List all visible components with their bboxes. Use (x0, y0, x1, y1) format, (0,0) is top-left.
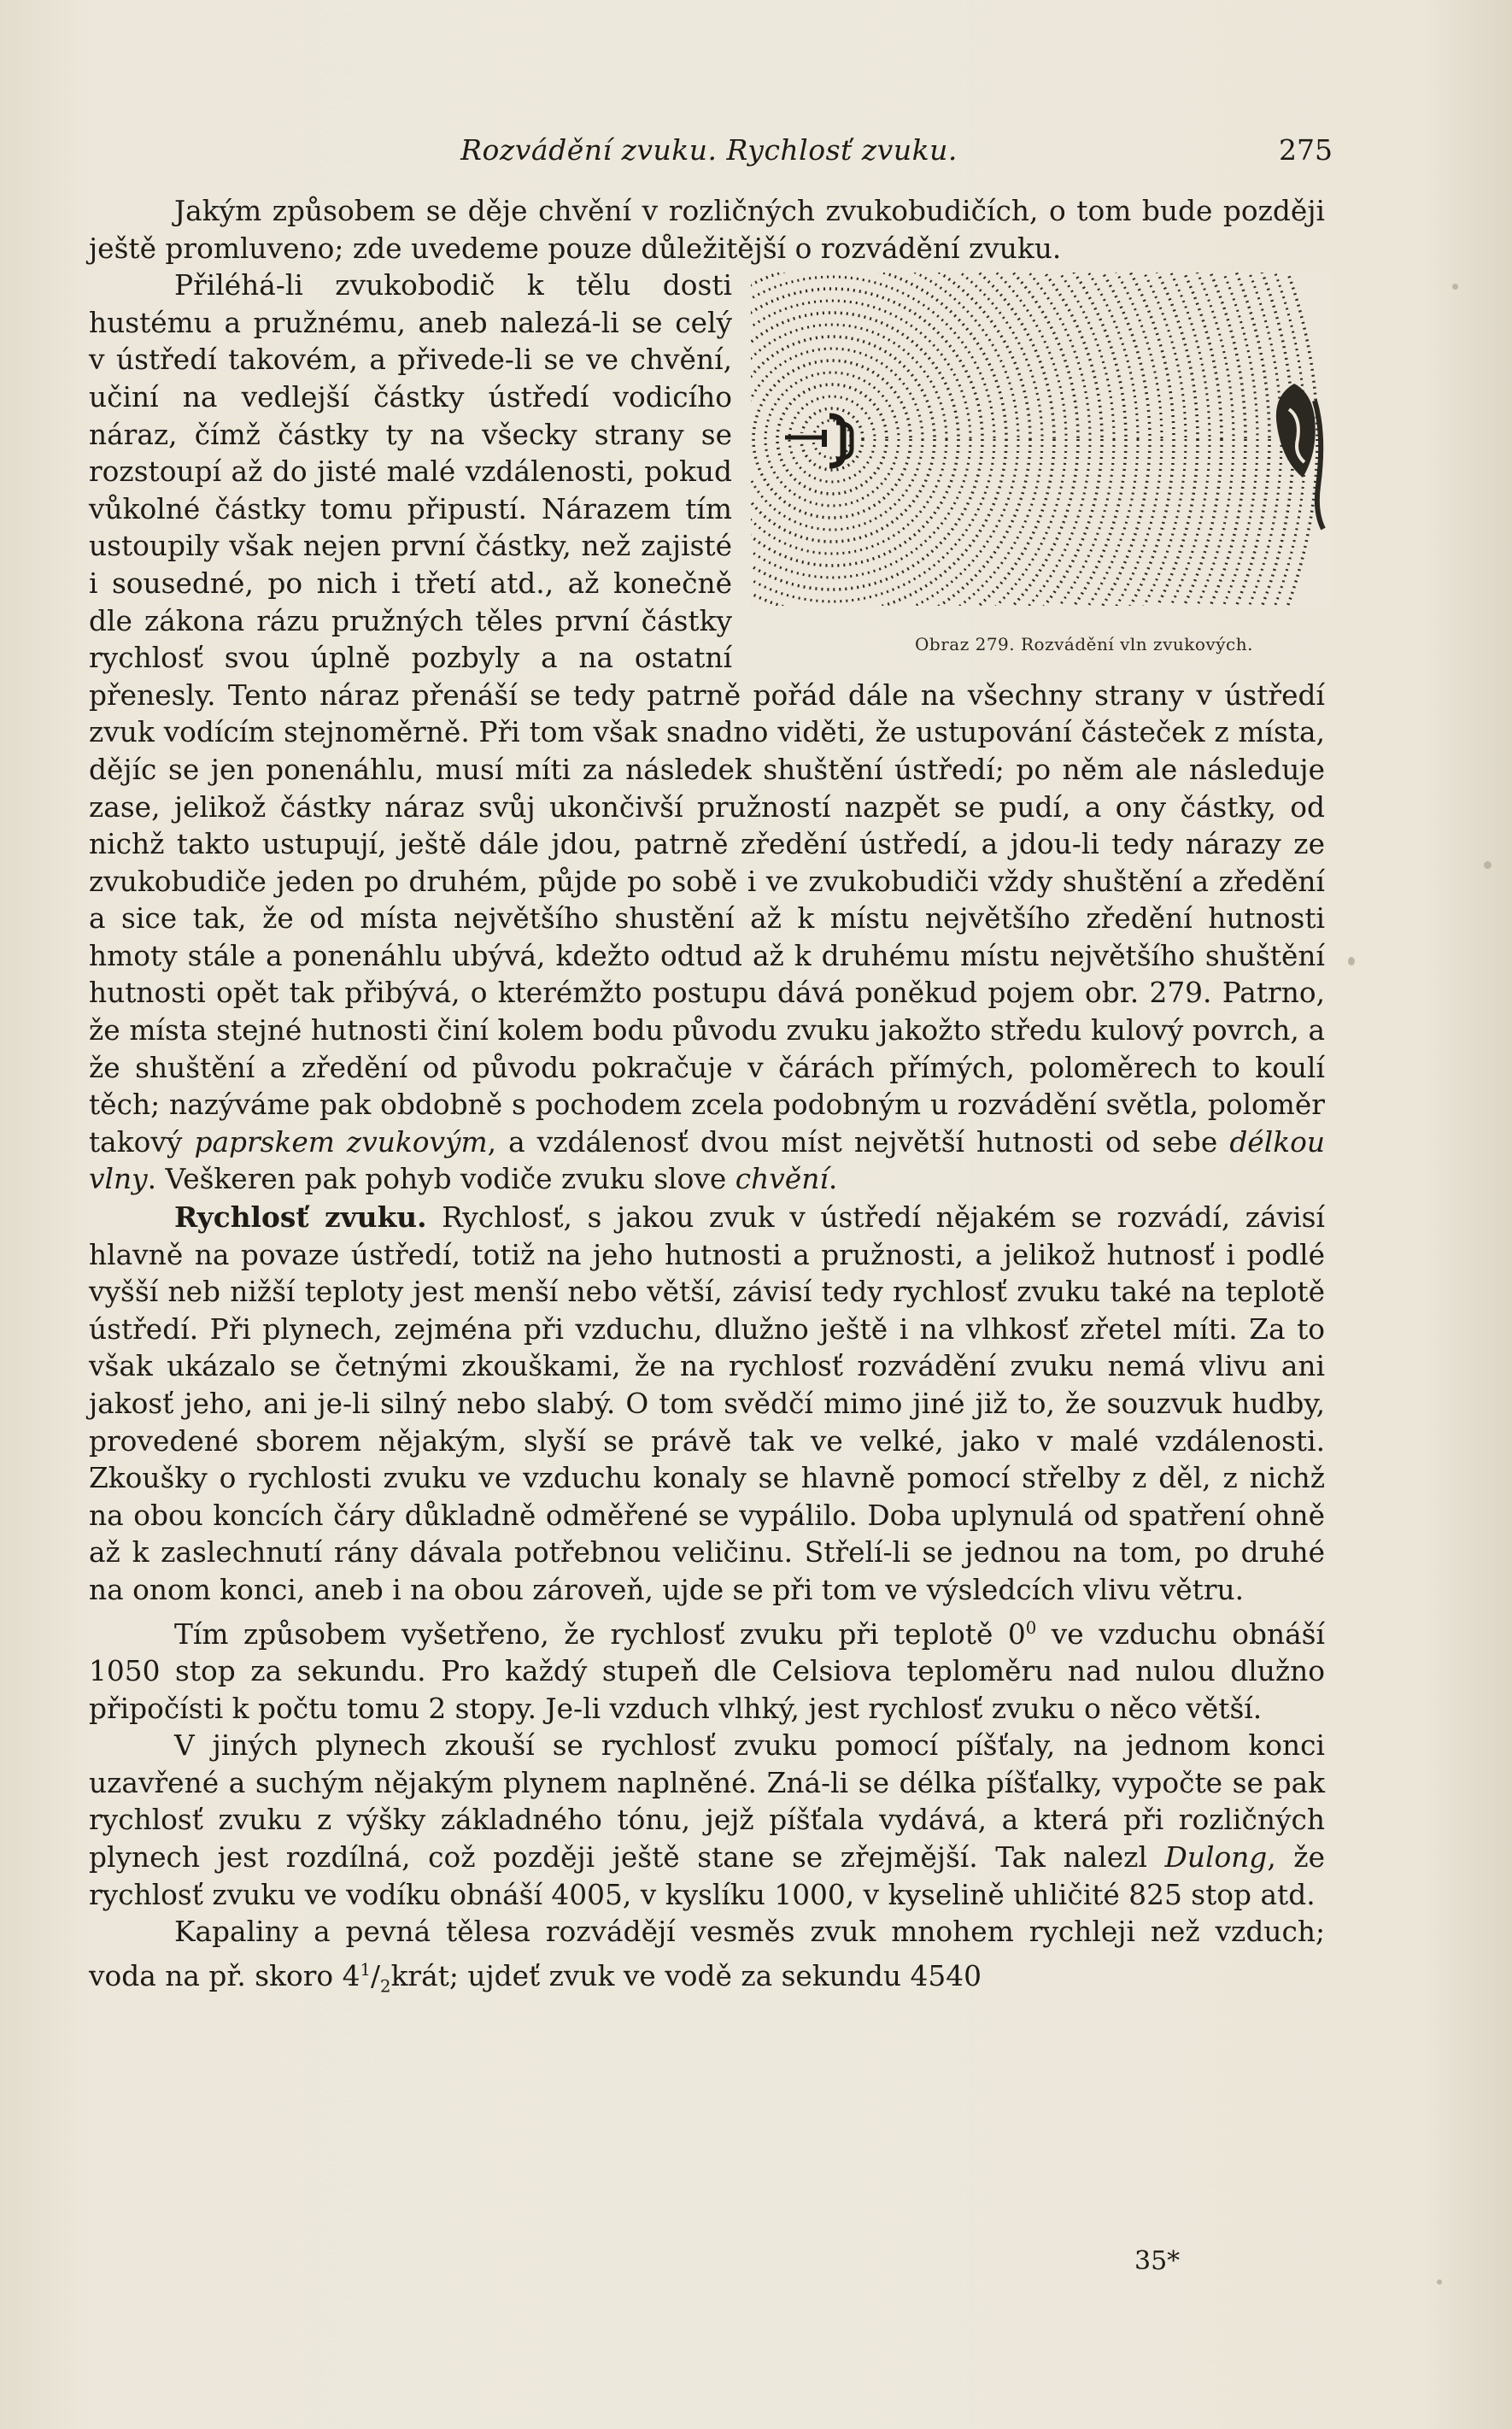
paper-speck (1452, 284, 1458, 290)
text-body (89, 193, 1325, 2005)
paragraph-text: Tím způsobem vyšetřeno, že rychlosť zvuku při teplotě 0 (174, 1617, 1026, 1651)
paragraph-text: V jiných plynech zkouší se rychlosť zvuku pomocí píšťaly, na jednom konci uzavřené a suchým nějakým plynem naplněné. Zná-li se délka píšťalky, vypočte se pak rychlosť zvuku z výšky základného tónu, jejž píšťala vydává, a která při rozličných plynech jest rozdílná, což později ještě stane se zřejmější. Tak nalezl (89, 1729, 1325, 1875)
paragraph: Kapaliny a pevná tělesa rozvádějí vesměs zvuk mnohem rychleji než vzduch; voda na př. skoro $4^1/_2krát$; ujdeť zvuk ve vodě za sekundu 4540 (89, 1916, 1325, 1997)
term-wavelength: délkou vlny (89, 1125, 1325, 1196)
paper-speck (1484, 861, 1491, 869)
section-heading-speed-of-sound: Rychlosť zvuku. (174, 1200, 427, 1235)
signature-mark: 35* (1134, 2246, 1181, 2276)
paragraph-text: . (828, 1163, 838, 1196)
paragraph (89, 1728, 1325, 1914)
paragraph-text: krát; ujdeť zvuk ve vodě za sekundu 4540 (390, 1959, 982, 1992)
author-dulong: Dulong (1164, 1841, 1268, 1875)
term-sound-ray: paprskem zvukovým (194, 1125, 488, 1159)
term-vibration: chvění (735, 1163, 829, 1196)
paragraph-text: . Veškeren pak pohyb vodiče zvuku slove (147, 1163, 727, 1196)
paragraph-text: , že rychlosť zvuku ve vodíku obnáší 4005, v kyslíku 1000, v kyselině uhličité 825 stop atd. (89, 1841, 1325, 1911)
page-number: 275 (1279, 133, 1333, 167)
paragraph: Jakým způsobem se děje chvění v rozličných zvukobudičích, o tom bude později ještě promluveno; zde uvedeme pouze důležitější o rozvádění zvuku. (89, 195, 1325, 265)
paper-speck (1437, 2279, 1442, 2285)
paragraph-text: , a vzdálenosť dvou míst největší hutnosti od sebe (487, 1125, 1218, 1159)
figure-caption: Obraz 279. Rozvádění vln zvukových. (915, 634, 1253, 655)
running-title: Rozvádění zvuku. Rychlosť zvuku. (460, 133, 958, 167)
fraction-denominator: 2 (380, 1976, 391, 1997)
degree-superscript: 0 (1025, 1617, 1037, 1638)
paragraph-text: Přiléhá-li zvukobodič k tělu dosti hustému a pružnému, aneb nalezá-li se celý v ústředí takovém, a přivede-li se ve chvění, učiní na vedlejší částky ústředí vodicího náraz, čímž částky ty na všecky strany se rozstoupí až do jisté malé vzdálenosti, pokud vůkolné částky tomu připustí. Nárazem tím ustoupily však nejen první částky, než zajisté i sousedné, po nich i třetí atd., až konečně dle zákona rázu pružných těles první částky rychlosť svou úplně pozbyly a na ostatní přenesly. Tento náraz přenáší se tedy patrně pořád dále na všechny strany v ústředí zvuk vodícím stejnoměrně. Při tom však snadno viděti, že ustupování částeček z místa, dějíc se jen ponenáhlu, musí míti za následek shuštění ústředí; po něm ale následuje zase, jelikož částky náraz svůj ukončivší pružností nazpět se pudí, a ony částky, od nichž takto ustupují, ještě dále jdou, patrně zředění ústředí, a jdou-li tedy nárazy ze zvukobudiče jeden po druhém, půjde po sobě i ve zvukobudiči vždy shuštění a zředění a sice tak, že od místa největšího shustění až k místu největšího zředění hutnosti hmoty stále a ponenáhlu ubývá, kdežto odtud až k druhému místu největšího shuštění hutnosti opět tak přibývá, o kterémžto postupu dává poněkud pojem obr. 279. Patrno, že místa stejné hutnosti činí kolem bodu původu zvuku jakožto středu kulový povrch, a že shuštění a zředění od původu pokračuje v čárách přímých, poloměrech to koulí těch; nazýváme pak obdobně s pochodem zcela podobným u rozvádění světla, poloměr takový (89, 269, 1325, 1159)
paper-speck (1348, 957, 1355, 965)
sound-wave-illustration (751, 273, 1332, 606)
paragraph-speed-of-sound: Rychlosť zvuku. Rychlosť, s jakou zvuk v ústředí nějakém se rozvádí, závisí hlavně na povaze ústředí, totiž na jeho hutnosti a pružnosti, a jelikož hutnosť i podlé vyšší neb nižší teploty jest menší nebo větší, závisí tedy rychlosť zvuku také na teplotě ústředí. Při plynech, zejména při vzduchu, dlužno ještě i na vlhkosť zřetel míti. Za to však ukázalo se četnými zkouškami, že na rychlosť rozvádění zvuku nemá vlivu ani jakosť jeho, ani je-li silný nebo slabý. O tom svědčí mimo jiné již to, že souzvuk hudby, provedené sborem nějakým, slyší se právě tak ve velké, jako v malé vzdálenosti. Zkoušky o rychlosti zvuku ve vzduchu konaly se hlavně pomocí střelby z děl, z nichž na obou koncích čáry důkladně odměřené se vypálilo. Doba uplynulá od spatření ohně až k zaslechnutí rány dávala potřebnou veličinu. Střelí-li se jednou na tom, po druhé na onom konci, aneb i na obou zároveň, ujde se při tom ve výsledcích vlivu větru. (89, 1200, 1325, 1606)
paragraph (89, 1610, 1325, 1728)
page-header (85, 128, 1333, 179)
paragraph-text: Kapaliny a pevná tělesa rozvádějí vesměs zvuk mnohem rychleji než vzduch; voda na př. skoro 4 (89, 1916, 1325, 1992)
paragraph (89, 267, 1325, 1199)
fraction-numerator: 1 (360, 1959, 371, 1980)
paragraph-text: ve vzduchu obnáší 1050 stop za sekundu. Pro každý stupeň dle Celsiova teploměru nad nulou dlužno připočísti k počtu tomu 2 stopy. Je-li vzduch vlhký, jest rychlosť zvuku o něco větší. (89, 1617, 1325, 1725)
figure-sound-waves (751, 273, 1332, 655)
